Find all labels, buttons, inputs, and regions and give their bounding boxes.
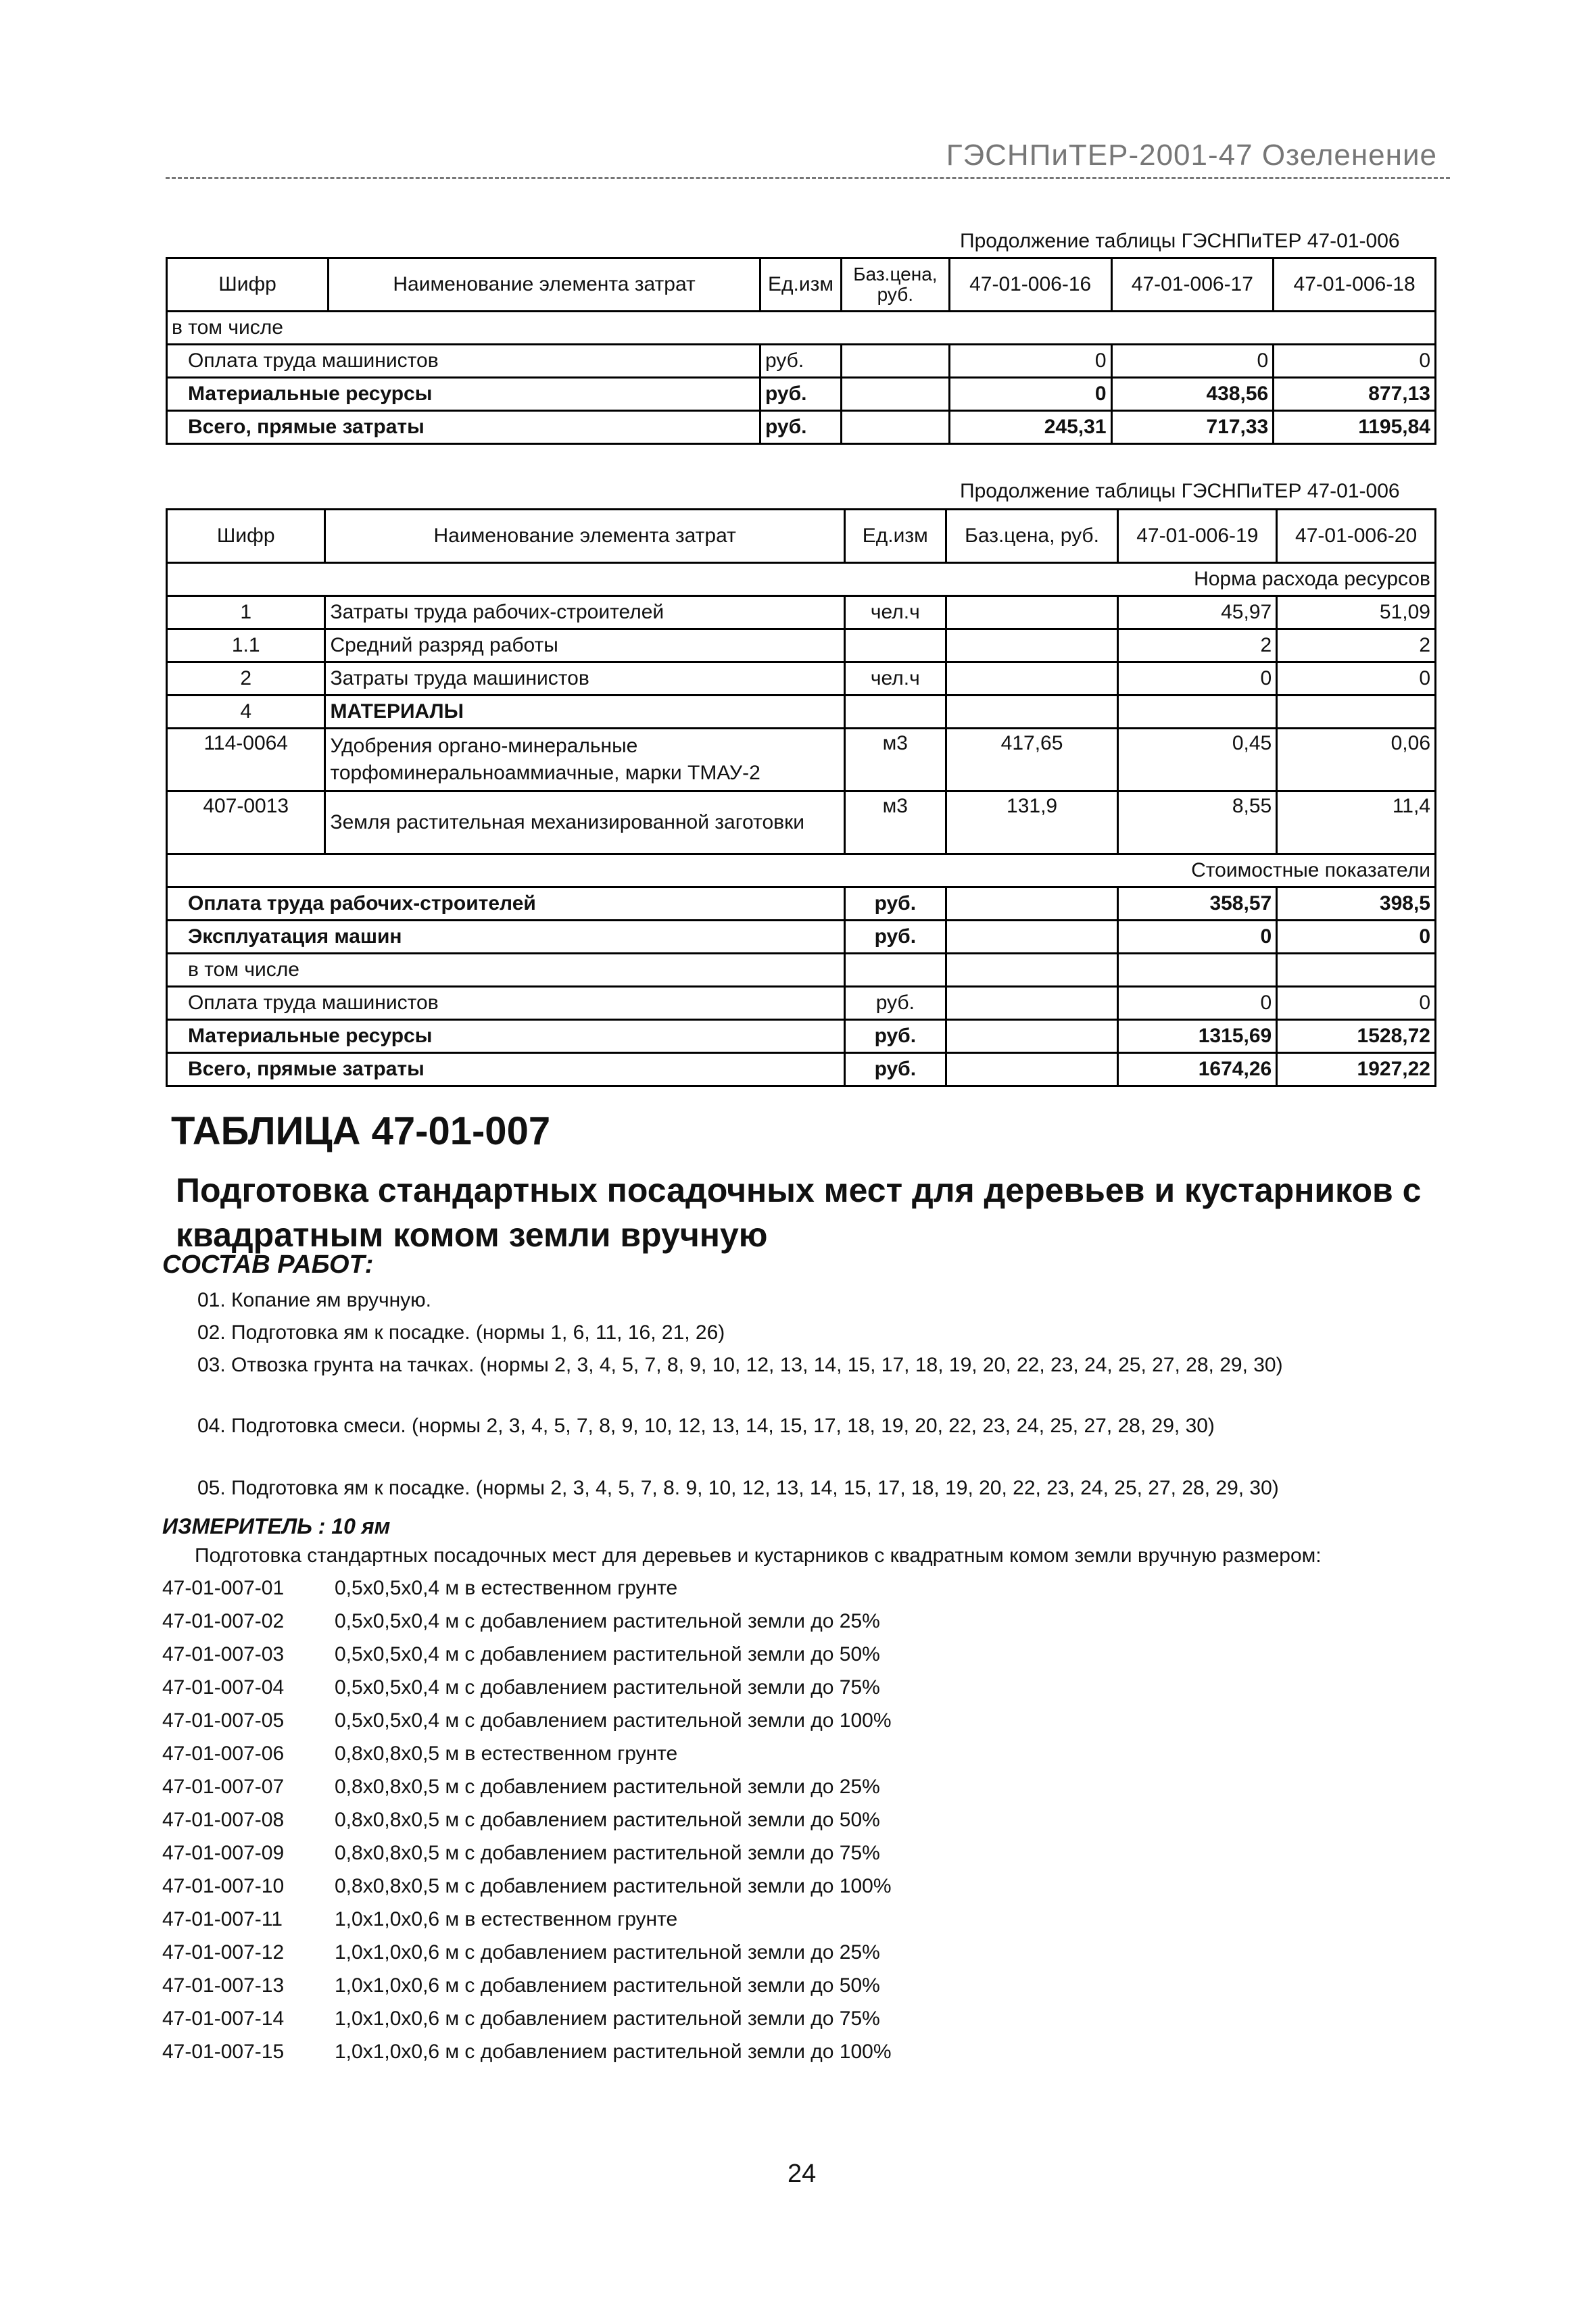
- row-price: [946, 629, 1118, 662]
- row-v2: [1111, 312, 1274, 345]
- norm-code: 47-01-007-15: [162, 2041, 285, 2063]
- list-item: [162, 1577, 677, 1600]
- norm-code: 47-01-007-06: [162, 1743, 285, 1765]
- table1-col-price: Баз.цена, руб.: [841, 258, 949, 312]
- row-unit: [844, 954, 946, 987]
- row-name: Оплата труда рабочих-строителей: [167, 887, 845, 921]
- table1-col-name: Наименование элемента затрат: [329, 258, 760, 312]
- row-unit: м3: [844, 729, 946, 791]
- row-name: Удобрения органо-минеральные торфоминеральноаммиачные, марки ТМАУ-2: [325, 729, 844, 791]
- norm-code: 47-01-007-13: [162, 1974, 285, 1997]
- row-v2: 1528,72: [1277, 1020, 1436, 1053]
- row-name: Эксплуатация машин: [167, 921, 845, 954]
- norm-text: 0,8х0,8х0,5 м с добавлением растительной земли до 75%: [335, 1842, 880, 1864]
- table-row: [167, 596, 1436, 629]
- row-unit: руб.: [760, 345, 842, 378]
- table2-col-unit: Ед.изм: [844, 510, 946, 563]
- operation-item: 01. Копание ям вручную.: [197, 1289, 431, 1311]
- table2-col-price: Баз.цена, руб.: [946, 510, 1118, 563]
- table-title: ТАБЛИЦА 47-01-007: [171, 1109, 551, 1153]
- norm-code: 47-01-007-08: [162, 1809, 285, 1831]
- norm-code: 47-01-007-14: [162, 2007, 285, 2030]
- row-v2: 0: [1277, 662, 1436, 696]
- cost-label: Стоимостные показатели: [167, 854, 1436, 887]
- row-price: [946, 662, 1118, 696]
- row-v1: 358,57: [1118, 887, 1277, 921]
- norm-code: 47-01-007-05: [162, 1709, 285, 1732]
- table-row: [167, 411, 1436, 444]
- page-number: 24: [788, 2160, 817, 2188]
- row-v1: 0: [949, 378, 1111, 411]
- norm-text: 0,5х0,5х0,4 м в естественном грунте: [335, 1577, 678, 1599]
- norm-code: 47-01-007-12: [162, 1941, 285, 1964]
- list-item: [162, 2041, 892, 2064]
- row-unit: руб.: [844, 887, 946, 921]
- table2-col-n19: 47-01-006-19: [1118, 510, 1277, 563]
- norm-code: 47-01-007-01: [162, 1577, 285, 1599]
- row-price: [841, 378, 949, 411]
- row-v2: 51,09: [1277, 596, 1436, 629]
- norm-text: 0,5х0,5х0,4 м с добавлением растительной земли до 75%: [335, 1676, 880, 1699]
- norm-text: 0,8х0,8х0,5 м с добавлением растительной земли до 25%: [335, 1776, 880, 1798]
- table-row: [167, 378, 1436, 411]
- row-code: 114-0064: [167, 729, 325, 791]
- row-name: Оплата труда машинистов: [167, 987, 845, 1020]
- row-price: [841, 411, 949, 444]
- row-name: Затраты труда рабочих-строителей: [325, 596, 844, 629]
- list-item: [162, 1941, 880, 1964]
- row-v1: 45,97: [1118, 596, 1277, 629]
- table2-col-code: Шифр: [167, 510, 325, 563]
- row-unit: руб.: [844, 987, 946, 1020]
- row-name: в том числе: [167, 312, 760, 345]
- row-name: МАТЕРИАЛЫ: [325, 696, 844, 729]
- list-item: [162, 1676, 880, 1699]
- row-v2: 2: [1277, 629, 1436, 662]
- row-code: 1: [167, 596, 325, 629]
- operation-item: 02. Подготовка ям к посадке. (нормы 1, 6, 11, 16, 21, 26): [197, 1321, 725, 1344]
- norm-text: 0,8х0,8х0,5 м с добавлением растительной земли до 100%: [335, 1875, 892, 1897]
- row-code: 1.1: [167, 629, 325, 662]
- row-price: [946, 1020, 1118, 1053]
- row-price: 131,9: [946, 791, 1118, 854]
- row-name: Земля растительная механизированной заготовки: [325, 791, 844, 854]
- norms-intro: Подготовка стандартных посадочных мест для деревьев и кустарников с квадратным комом земли вручную размером:: [195, 1544, 1322, 1567]
- row-v2: 0: [1277, 987, 1436, 1020]
- norm-code: 47-01-007-04: [162, 1676, 285, 1699]
- row-price: [946, 696, 1118, 729]
- table2-col-n20: 47-01-006-20: [1277, 510, 1436, 563]
- norm-text: 1,0х1,0х0,6 м с добавлением растительной земли до 25%: [335, 1941, 880, 1964]
- row-price: [841, 312, 949, 345]
- row-price: [946, 1053, 1118, 1086]
- row-unit: м3: [844, 791, 946, 854]
- row-v2: [1277, 696, 1436, 729]
- norm-text: 0,8х0,8х0,5 м с добавлением растительной земли до 50%: [335, 1809, 880, 1831]
- norm-code: 47-01-007-11: [162, 1908, 283, 1930]
- row-v1: 245,31: [949, 411, 1111, 444]
- row-code: 407-0013: [167, 791, 325, 854]
- list-item: [162, 1743, 677, 1765]
- row-name: Всего, прямые затраты: [167, 1053, 845, 1086]
- work-heading: СОСТАВ РАБОТ:: [162, 1250, 374, 1279]
- norm-code: 47-01-007-02: [162, 1610, 285, 1632]
- norm-text: 0,5х0,5х0,4 м с добавлением растительной земли до 50%: [335, 1643, 880, 1665]
- row-name: Средний разряд работы: [325, 629, 844, 662]
- list-item: [162, 1809, 880, 1832]
- row-name: Материальные ресурсы: [167, 1020, 845, 1053]
- list-item: [162, 1610, 880, 1633]
- table1: [166, 257, 1436, 445]
- row-v1: [1118, 696, 1277, 729]
- row-name: Материальные ресурсы: [167, 378, 760, 411]
- table-row: [167, 954, 1436, 987]
- row-price: [946, 954, 1118, 987]
- section-subtitle: Подготовка стандартных посадочных мест для деревьев и кустарников с квадратным комом земли вручную: [176, 1171, 1422, 1254]
- row-v2: 0,06: [1277, 729, 1436, 791]
- list-item: [162, 1643, 880, 1666]
- norm-label: Норма расхода ресурсов: [167, 563, 1436, 596]
- row-unit: руб.: [760, 411, 842, 444]
- row-price: [946, 596, 1118, 629]
- header-divider: [166, 177, 1450, 179]
- measure-unit: ИЗМЕРИТЕЛЬ : 10 ям: [162, 1514, 391, 1538]
- row-v1: 1674,26: [1118, 1053, 1277, 1086]
- operation-item: 04. Подготовка смеси. (нормы 2, 3, 4, 5, 7, 8, 9, 10, 12, 13, 14, 15, 17, 18, 19, 20, 22, 23, 24, 25, 27, 28, 29, 30): [197, 1415, 1215, 1437]
- norm-text: 1,0х1,0х0,6 м с добавлением растительной земли до 50%: [335, 1974, 880, 1997]
- row-v2: 0: [1111, 345, 1274, 378]
- row-unit: чел.ч: [844, 596, 946, 629]
- running-header: ГЭСНПиТЕР-2001-47 Озеленение: [946, 139, 1437, 172]
- list-item: [162, 1974, 880, 1997]
- table2: [166, 508, 1436, 1087]
- row-v1: 0,45: [1118, 729, 1277, 791]
- list-item: [162, 1709, 892, 1732]
- row-v1: 0: [1118, 987, 1277, 1020]
- table-row: [167, 629, 1436, 662]
- row-unit: [760, 312, 842, 345]
- row-v2: 717,33: [1111, 411, 1274, 444]
- row-price: [946, 987, 1118, 1020]
- table-row: [167, 662, 1436, 696]
- table1-continuation: Продолжение таблицы ГЭСНПиТЕР 47-01-006: [960, 230, 1400, 252]
- row-v3: 877,13: [1274, 378, 1436, 411]
- row-name: в том числе: [167, 954, 845, 987]
- row-unit: [844, 629, 946, 662]
- table-row: [167, 921, 1436, 954]
- table1-col-unit: Ед.изм: [760, 258, 842, 312]
- row-price: [946, 887, 1118, 921]
- table2-col-name: Наименование элемента затрат: [325, 510, 844, 563]
- row-v2: 398,5: [1277, 887, 1436, 921]
- norm-text: 1,0х1,0х0,6 м с добавлением растительной земли до 100%: [335, 2041, 892, 2063]
- table-row: [167, 345, 1436, 378]
- norm-code: 47-01-007-10: [162, 1875, 285, 1897]
- row-v1: 0: [1118, 662, 1277, 696]
- table-row: [167, 1020, 1436, 1053]
- table1-col-n17: 47-01-006-17: [1111, 258, 1274, 312]
- row-v1: 0: [1118, 921, 1277, 954]
- row-unit: руб.: [844, 921, 946, 954]
- row-name: Оплата труда машинистов: [167, 345, 760, 378]
- row-name: Затраты труда машинистов: [325, 662, 844, 696]
- norm-text: 0,8х0,8х0,5 м в естественном грунте: [335, 1743, 678, 1765]
- row-v2: 11,4: [1277, 791, 1436, 854]
- row-v2: 0: [1277, 921, 1436, 954]
- row-code: 4: [167, 696, 325, 729]
- list-item: [162, 1908, 677, 1931]
- operation-item: 03. Отвозка грунта на тачках. (нормы 2, 3, 4, 5, 7, 8, 9, 10, 12, 13, 14, 15, 17, 18, 19, 20, 22, 23, 24, 25, 27, 28, 29, 30): [197, 1354, 1283, 1376]
- row-unit: руб.: [844, 1053, 946, 1086]
- row-price: [946, 921, 1118, 954]
- row-unit: [844, 696, 946, 729]
- row-v2: 1927,22: [1277, 1053, 1436, 1086]
- norm-code: 47-01-007-09: [162, 1842, 285, 1864]
- table-row: [167, 887, 1436, 921]
- table-row: [167, 312, 1436, 345]
- norm-text: 0,5х0,5х0,4 м с добавлением растительной земли до 100%: [335, 1709, 892, 1732]
- table-row: [167, 987, 1436, 1020]
- list-item: [162, 2007, 880, 2030]
- table-row: [167, 1053, 1436, 1086]
- table1-col-code: Шифр: [167, 258, 329, 312]
- row-v1: [1118, 954, 1277, 987]
- row-v3: 1195,84: [1274, 411, 1436, 444]
- norm-text: 0,5х0,5х0,4 м с добавлением растительной земли до 25%: [335, 1610, 880, 1632]
- row-v1: [949, 312, 1111, 345]
- norm-code: 47-01-007-03: [162, 1643, 285, 1665]
- row-unit: чел.ч: [844, 662, 946, 696]
- table1-col-n16: 47-01-006-16: [949, 258, 1111, 312]
- row-v1: 0: [949, 345, 1111, 378]
- row-v1: 8,55: [1118, 791, 1277, 854]
- norm-code: 47-01-007-07: [162, 1776, 285, 1798]
- table1-col-n18: 47-01-006-18: [1274, 258, 1436, 312]
- table-row: [167, 791, 1436, 854]
- row-v2: [1277, 954, 1436, 987]
- row-code: 2: [167, 662, 325, 696]
- row-price: [841, 345, 949, 378]
- row-unit: руб.: [760, 378, 842, 411]
- row-price: 417,65: [946, 729, 1118, 791]
- table-row: [167, 729, 1436, 791]
- list-item: [162, 1842, 880, 1865]
- row-unit: руб.: [844, 1020, 946, 1053]
- norm-text: 1,0х1,0х0,6 м в естественном грунте: [335, 1908, 678, 1930]
- list-item: [162, 1776, 880, 1799]
- table-row: [167, 696, 1436, 729]
- row-name: Всего, прямые затраты: [167, 411, 760, 444]
- row-v1: 2: [1118, 629, 1277, 662]
- table2-continuation: Продолжение таблицы ГЭСНПиТЕР 47-01-006: [960, 480, 1400, 502]
- row-v2: 438,56: [1111, 378, 1274, 411]
- list-item: [162, 1875, 892, 1898]
- row-v1: 1315,69: [1118, 1020, 1277, 1053]
- row-v3: 0: [1274, 345, 1436, 378]
- operation-item: 05. Подготовка ям к посадке. (нормы 2, 3, 4, 5, 7, 8. 9, 10, 12, 13, 14, 15, 17, 18, 19, 20, 22, 23, 24, 25, 27, 28, 29, 30): [197, 1477, 1279, 1499]
- norm-text: 1,0х1,0х0,6 м с добавлением растительной земли до 75%: [335, 2007, 880, 2030]
- row-v3: [1274, 312, 1436, 345]
